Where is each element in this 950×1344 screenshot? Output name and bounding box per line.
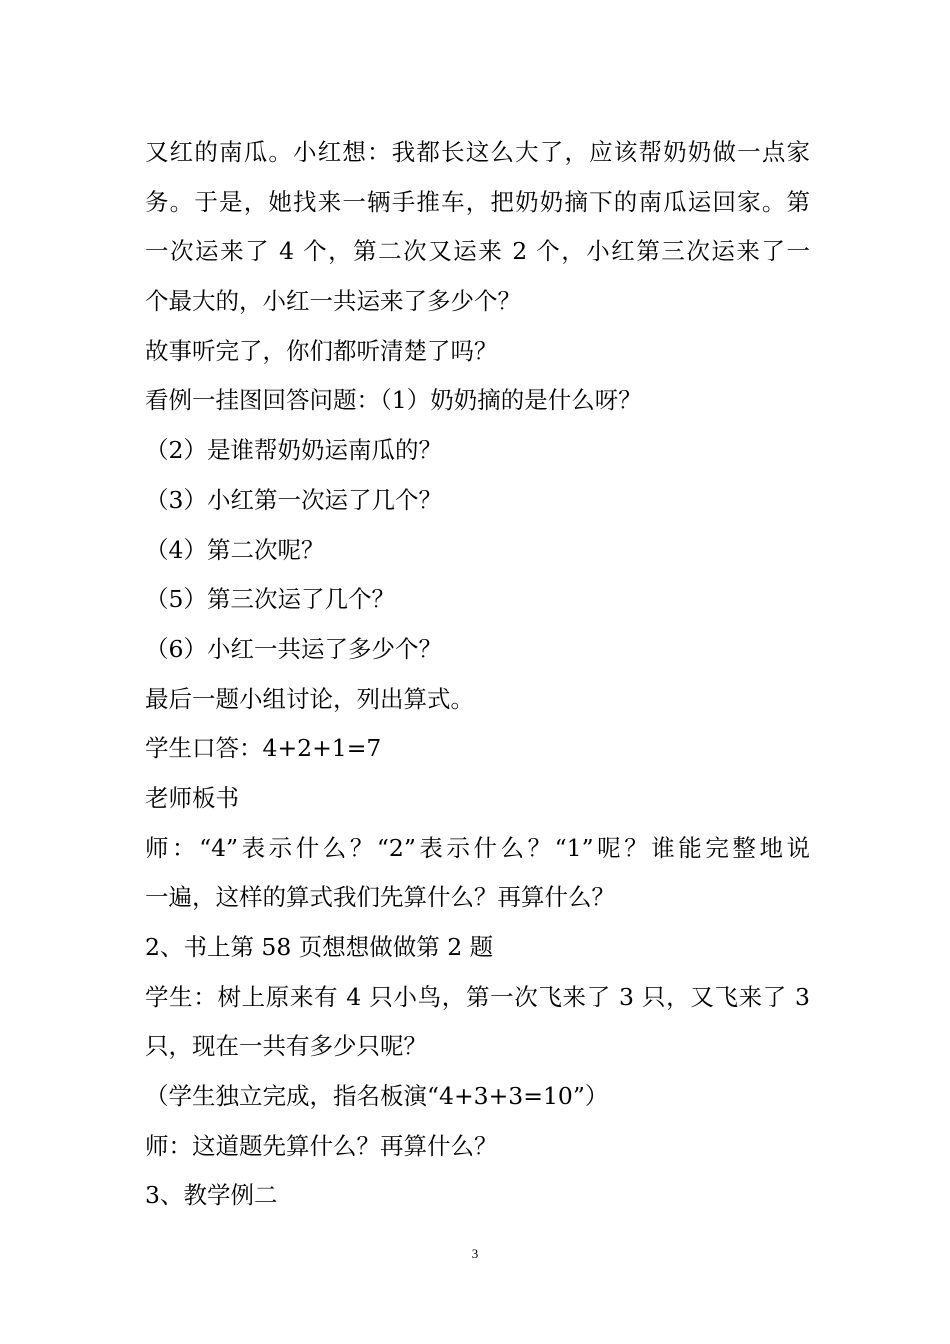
- text-line: 务。于是，她找来一辆手推车，把奶奶摘下的南瓜运回家。第: [145, 187, 810, 216]
- text-line: 师：“4”表示什么？“2”表示什么？“1”呢？谁能完整地说: [145, 833, 810, 862]
- list-item: （5）第三次运了几个？: [145, 585, 395, 614]
- text-line: 学生：树上原来有 4 只小鸟，第一次飞来了 3 只，又飞来了 3: [145, 982, 810, 1011]
- list-item: （6）小红一共运了多少个？: [145, 634, 442, 663]
- list-item: （2）是谁帮奶奶运南瓜的？: [145, 436, 442, 465]
- text-line: 师：这道题先算什么？再算什么？: [145, 1131, 498, 1160]
- text-line: 又红的南瓜。小红想：我都长这么大了，应该帮奶奶做一点家: [145, 138, 810, 166]
- page-number: 3: [471, 1246, 479, 1261]
- text-line: 学生口答：4+2+1=7: [145, 734, 382, 763]
- text-line: 最后一题小组讨论，列出算式。: [145, 684, 474, 713]
- text-line: （学生独立完成，指名板演“4+3+3=10”）: [145, 1082, 609, 1111]
- text-line: 一遍，这样的算式我们先算什么？再算什么？: [145, 883, 615, 912]
- section-heading: 3、教学例二: [145, 1181, 278, 1210]
- list-item: （3）小红第一次运了几个？: [145, 485, 442, 514]
- section-heading: 2、书上第 58 页想想做做第 2 题: [145, 933, 494, 961]
- text-line: 看例一挂图回答问题：（1）奶奶摘的是什么呀？: [145, 386, 642, 415]
- list-item: （4）第二次呢？: [145, 535, 325, 564]
- text-line: 故事听完了，你们都听清楚了吗？: [145, 336, 498, 365]
- document-body: [145, 128, 810, 1221]
- text-line: 个最大的，小红一共运来了多少个？: [145, 287, 521, 316]
- text-line: 老师板书: [145, 783, 239, 812]
- text-line: 一次运来了 4 个，第二次又运来 2 个，小红第三次运来了一: [145, 237, 810, 266]
- text-line: 只，现在一共有多少只呢？: [145, 1032, 427, 1061]
